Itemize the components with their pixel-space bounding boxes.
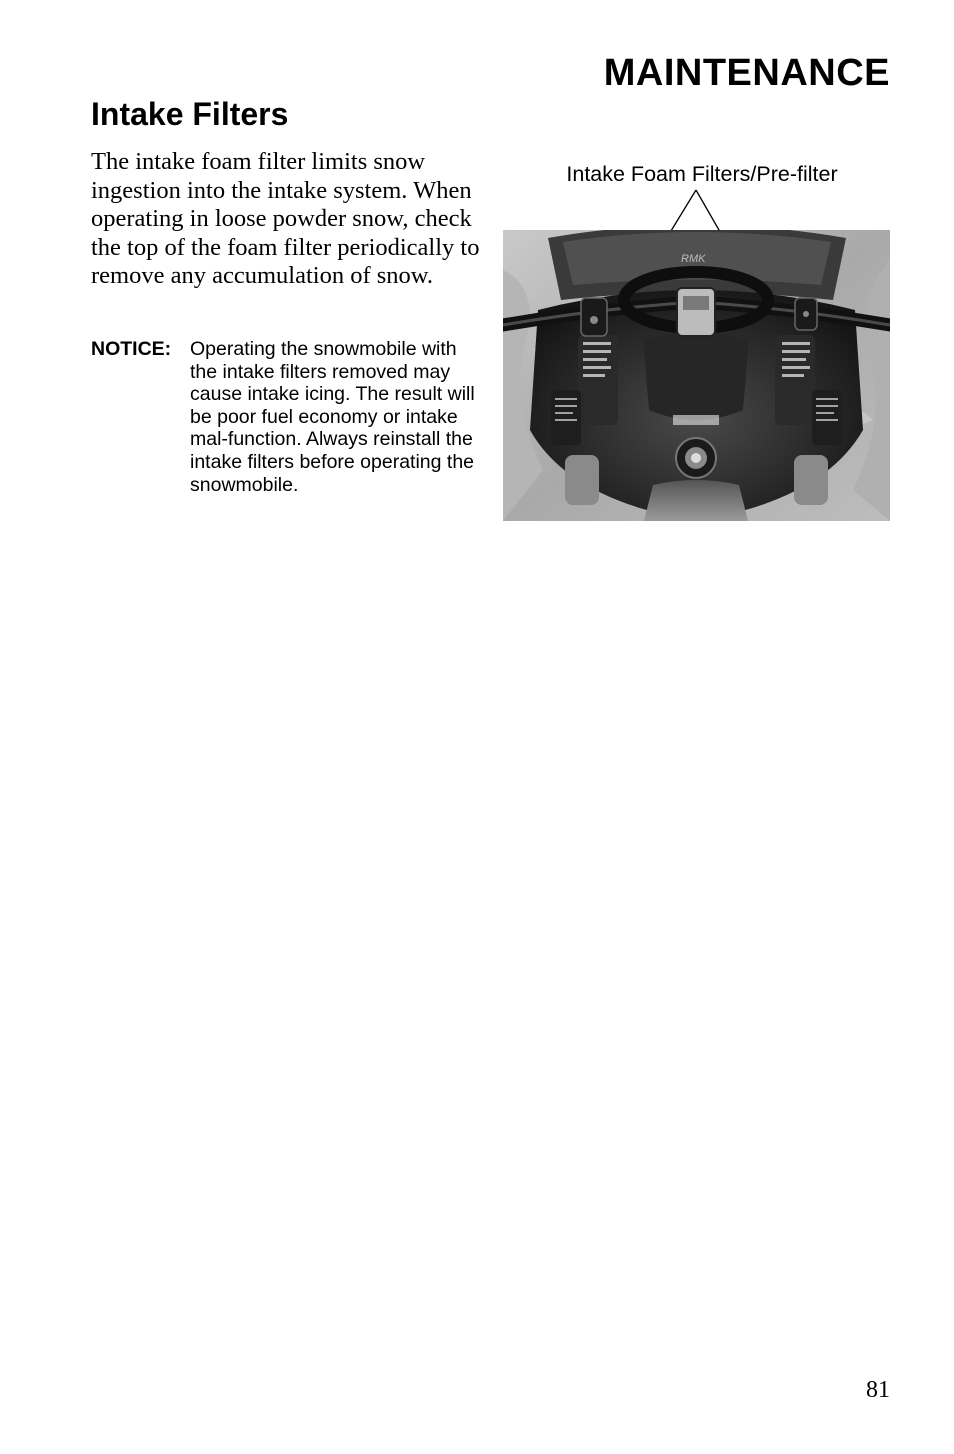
page-number: 81 bbox=[866, 1377, 890, 1403]
figure-caption: Intake Foam Filters/Pre-filter bbox=[566, 162, 838, 186]
notice-label: NOTICE: bbox=[91, 338, 172, 360]
notice-text: Operating the snowmobile with the intake filters removed may cause intake icing. The result will be poor fuel economy or intake mal-function. Always reinstall the intake filters before operating the snowmobile. bbox=[190, 338, 475, 496]
notice-block bbox=[91, 338, 476, 496]
snowmobile-photo bbox=[503, 230, 890, 521]
windshield-logo: RMK bbox=[681, 253, 706, 265]
section-header: MAINTENANCE bbox=[603, 52, 890, 94]
page-title: Intake Filters bbox=[91, 96, 289, 132]
body-paragraph: The intake foam filter limits snow ingestion into the intake system. When operating in loose powder snow, check the top of the foam filter periodically to remove any accumulation of snow. bbox=[91, 148, 480, 289]
